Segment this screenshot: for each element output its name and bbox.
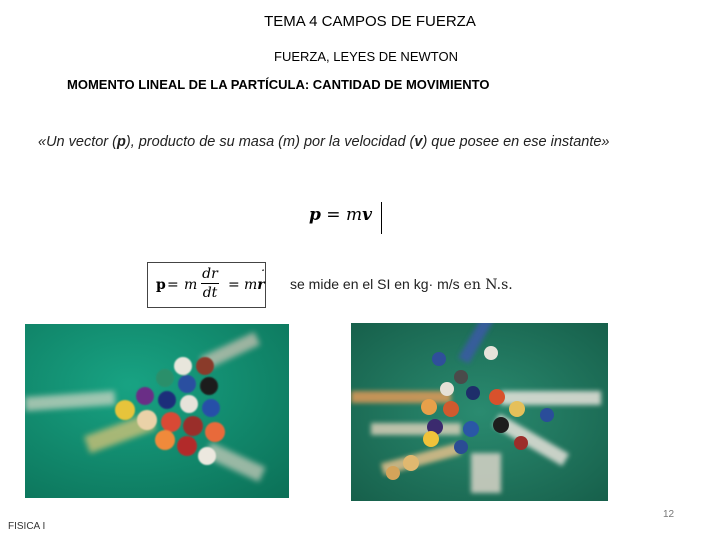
definition-quote — [38, 134, 610, 150]
box-m-rdot — [244, 277, 265, 293]
definition-text-2: ), producto de su masa (m) por la velocidad ( — [125, 134, 415, 150]
formula-divider — [381, 202, 382, 234]
box-equals-1: = — [167, 277, 179, 293]
box-equals-2: = — [228, 277, 240, 293]
billiard-break-illustration — [25, 324, 289, 498]
billiard-scatter-illustration — [351, 323, 608, 501]
page-number: 12 — [663, 509, 675, 520]
footer-course-label: FISICA I — [8, 521, 46, 532]
formula-rhs: = m — [320, 205, 363, 225]
formula-v: v — [362, 205, 372, 225]
definition-text-3: ) que posee en ese instante — [422, 134, 602, 150]
box-m2: m — [244, 277, 258, 293]
slide-title: TEMA 4 CAMPOS DE FUERZA — [264, 13, 476, 30]
units-si: se mide en el SI en kg· m/s — [290, 276, 460, 292]
box-rdot: r ˙ — [257, 277, 264, 293]
billiard-scatter-image — [351, 323, 608, 501]
symbol-p: p — [117, 134, 126, 150]
derivative-formula-box — [147, 262, 266, 308]
section-heading: MOMENTO LINEAL DE LA PARTÍCULA: CANTIDAD DE MOVIMIENTO — [67, 77, 490, 92]
fraction-line — [201, 283, 219, 284]
derivative-fraction — [201, 266, 219, 301]
billiard-break-image — [25, 324, 289, 498]
box-p: p — [156, 277, 166, 293]
close-quote: » — [601, 134, 610, 150]
fraction-numerator: dr — [202, 266, 218, 282]
fraction-denominator: dt — [202, 285, 218, 301]
definition-text-1: Un vector ( — [46, 134, 117, 150]
formula-p: p — [309, 205, 321, 225]
box-m: m — [184, 277, 198, 293]
momentum-formula — [309, 205, 372, 225]
open-quote: « — [38, 134, 47, 150]
symbol-v: v — [414, 134, 423, 150]
units-ns: en N.s. — [463, 277, 513, 293]
units-text — [290, 276, 513, 293]
slide-subtitle: FUERZA, LEYES DE NEWTON — [274, 49, 458, 64]
